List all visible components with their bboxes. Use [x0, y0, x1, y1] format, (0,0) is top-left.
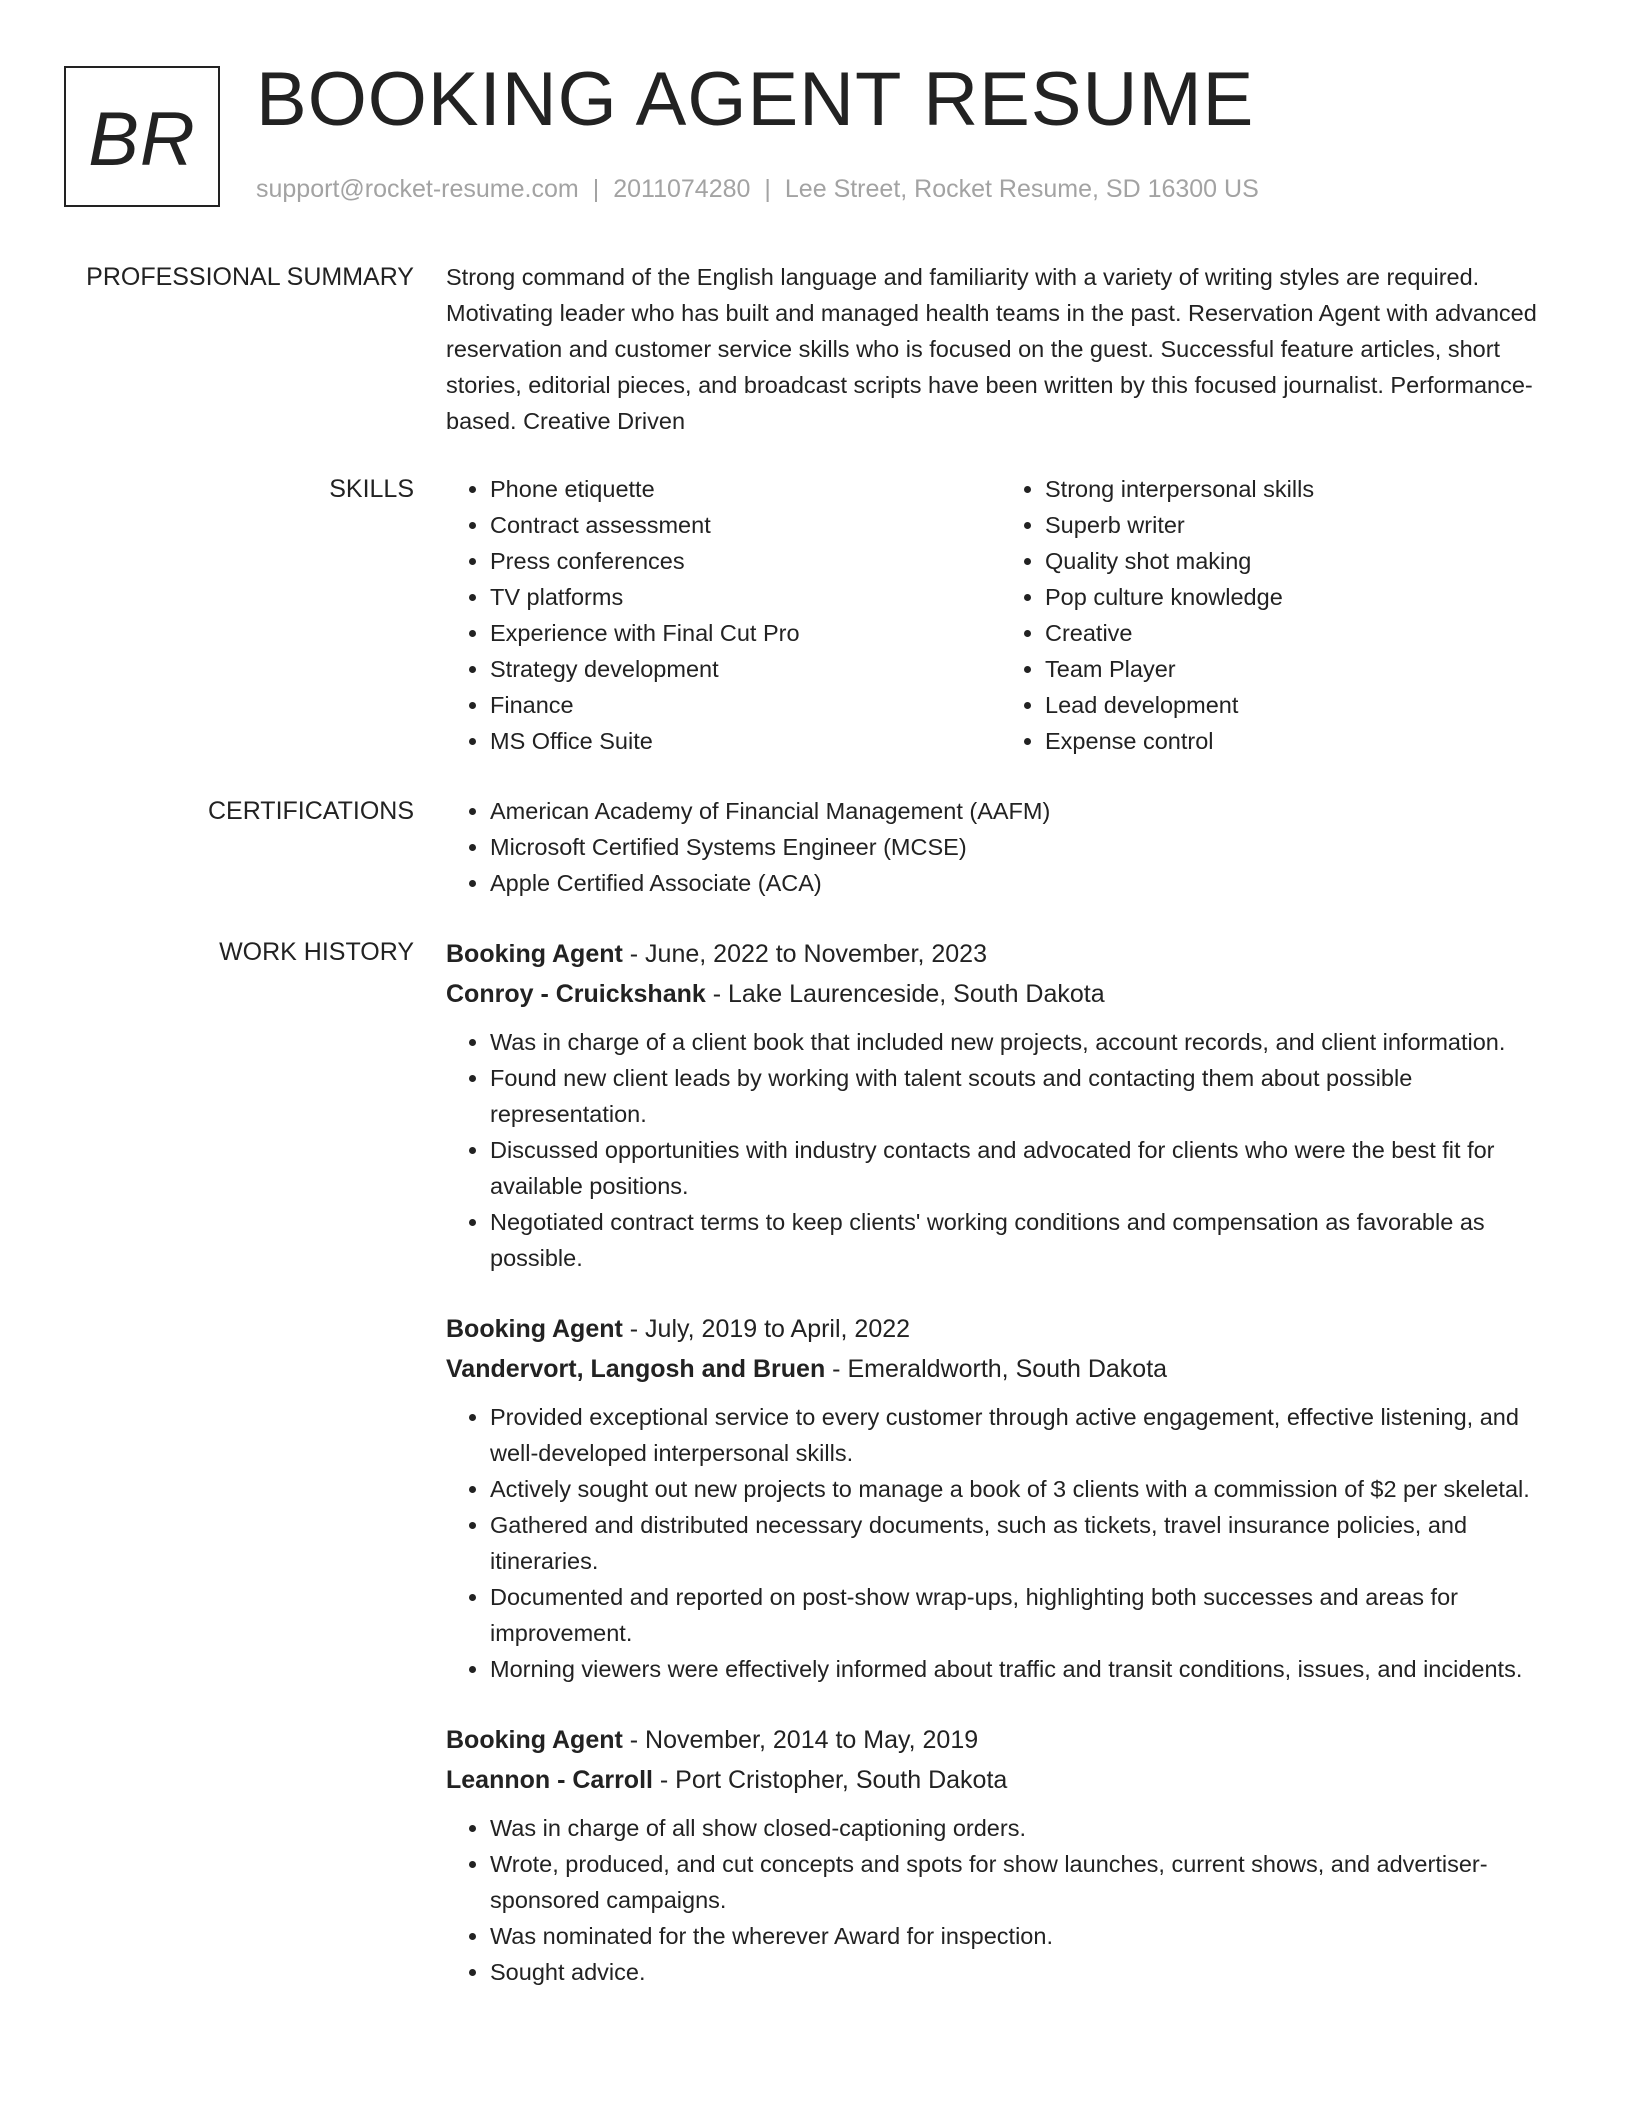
- job-title: Booking Agent: [446, 1726, 623, 1754]
- skill-item: • Press conferences: [490, 543, 1001, 579]
- section-label-skills: SKILLS: [329, 475, 414, 503]
- job-location: - Port Cristopher, South Dakota: [652, 1766, 1008, 1794]
- job-title: Booking Agent: [446, 1315, 623, 1343]
- job-location: - Emeraldworth, South Dakota: [825, 1355, 1168, 1383]
- skill-item: • Superb writer: [1045, 507, 1556, 543]
- job-bullet: • Gathered and distributed necessary documents, such as tickets, travel insurance policies, and itineraries.: [490, 1507, 1556, 1579]
- job-company: Leannon - Carroll: [446, 1766, 653, 1794]
- job-company: Conroy - Cruickshank: [446, 980, 706, 1008]
- skill-item: • Pop culture knowledge: [1045, 579, 1556, 615]
- skill-item: • Strong interpersonal skills: [1045, 471, 1556, 507]
- job-company-line: [446, 1760, 1556, 1800]
- skill-item: • Experience with Final Cut Pro: [490, 615, 1001, 651]
- job-bullet: • Morning viewers were effectively informed about traffic and transit conditions, issues, and incidents.: [490, 1651, 1556, 1687]
- job-bullet: • Was in charge of all show closed-captioning orders.: [490, 1810, 1556, 1846]
- job-title-line: [446, 934, 1556, 974]
- skill-item: • Expense control: [1045, 723, 1556, 759]
- skill-item: • Creative: [1045, 615, 1556, 651]
- skills-columns: [446, 471, 1556, 759]
- job-bullet: • Negotiated contract terms to keep clients' working conditions and compensation as favorable as possible.: [490, 1204, 1556, 1276]
- skill-item: • Strategy development: [490, 651, 1001, 687]
- certifications-list: [446, 793, 1556, 901]
- skill-item: • Quality shot making: [1045, 543, 1556, 579]
- job-title: Booking Agent: [446, 940, 623, 968]
- resume-title: BOOKING AGENT RESUME: [256, 57, 1255, 142]
- job-bullets: [446, 1024, 1556, 1276]
- certification-item: • Microsoft Certified Systems Engineer (MCSE): [490, 829, 1556, 865]
- summary-body: [446, 259, 1556, 439]
- job-entry: [446, 1720, 1556, 1990]
- job-bullets: [446, 1810, 1556, 1990]
- job-title-line: [446, 1309, 1556, 1349]
- job-entry: [446, 1309, 1556, 1687]
- skill-item: • Team Player: [1045, 651, 1556, 687]
- job-title-line: [446, 1720, 1556, 1760]
- job-dates: - June, 2022 to November, 2023: [622, 940, 987, 968]
- job-dates: - November, 2014 to May, 2019: [622, 1726, 979, 1754]
- job-bullet: • Discussed opportunities with industry contacts and advocated for clients who were the best fit for available positions.: [490, 1132, 1556, 1204]
- certification-item: • American Academy of Financial Management (AAFM): [490, 793, 1556, 829]
- section-label-summary: PROFESSIONAL SUMMARY: [86, 263, 414, 291]
- job-bullet: • Actively sought out new projects to manage a book of 3 clients with a commission of $2 per skeletal.: [490, 1471, 1556, 1507]
- work-history-body: [446, 934, 1556, 2023]
- monogram-box: [64, 66, 220, 207]
- section-label-work-history: WORK HISTORY: [219, 938, 414, 966]
- job-bullet: • Provided exceptional service to every customer through active engagement, effective listening, and well-developed interpersonal skills.: [490, 1399, 1556, 1471]
- certification-item: • Apple Certified Associate (ACA): [490, 865, 1556, 901]
- job-bullet: • Was in charge of a client book that included new projects, account records, and client information.: [490, 1024, 1556, 1060]
- contact-separator: |: [764, 175, 771, 203]
- contact-phone[interactable]: 2011074280: [613, 175, 751, 203]
- job-company: Vandervort, Langosh and Bruen: [446, 1355, 826, 1383]
- skill-item: • MS Office Suite: [490, 723, 1001, 759]
- skill-item: • Finance: [490, 687, 1001, 723]
- job-bullet: • Found new client leads by working with talent scouts and contacting them about possible representation.: [490, 1060, 1556, 1132]
- monogram-initials: BR: [88, 96, 196, 182]
- contact-line: [256, 174, 1259, 204]
- job-company-line: [446, 974, 1556, 1014]
- job-bullet: • Was nominated for the wherever Award for inspection.: [490, 1918, 1556, 1954]
- job-location: - Lake Laurenceside, South Dakota: [705, 980, 1105, 1008]
- contact-separator: |: [592, 175, 600, 203]
- skills-list-left: [446, 471, 1001, 759]
- job-bullet: • Sought advice.: [490, 1954, 1556, 1990]
- job-bullet: • Wrote, produced, and cut concepts and spots for show launches, current shows, and advertiser-sponsored campaigns.: [490, 1846, 1556, 1918]
- job-dates: - July, 2019 to April, 2022: [622, 1315, 911, 1343]
- contact-email[interactable]: support@rocket-resume.com: [256, 175, 579, 203]
- section-label-certifications: CERTIFICATIONS: [207, 797, 414, 825]
- skills-body: [446, 471, 1556, 759]
- skills-list-right: [1001, 471, 1556, 759]
- job-bullet: • Documented and reported on post-show wrap-ups, highlighting both successes and areas for improvement.: [490, 1579, 1556, 1651]
- skill-item: • TV platforms: [490, 579, 1001, 615]
- certifications-body: [446, 793, 1556, 901]
- skill-item: • Phone etiquette: [490, 471, 1001, 507]
- job-entry: [446, 934, 1556, 1276]
- job-company-line: [446, 1349, 1556, 1389]
- summary-text: Strong command of the English language and familiarity with a variety of writing styles are required. Motivating leader who has built and managed health teams in the past. Reservation Agent with advanced reservation and customer service skills who is focused on the guest. Successful feature articles, short stories, editorial pieces, and broadcast scripts have been written by this focused journalist. Performance-based. Creative Driven: [446, 264, 1537, 434]
- job-bullets: [446, 1399, 1556, 1687]
- contact-address: Lee Street, Rocket Resume, SD 16300 US: [784, 175, 1259, 203]
- skill-item: • Lead development: [1045, 687, 1556, 723]
- skill-item: • Contract assessment: [490, 507, 1001, 543]
